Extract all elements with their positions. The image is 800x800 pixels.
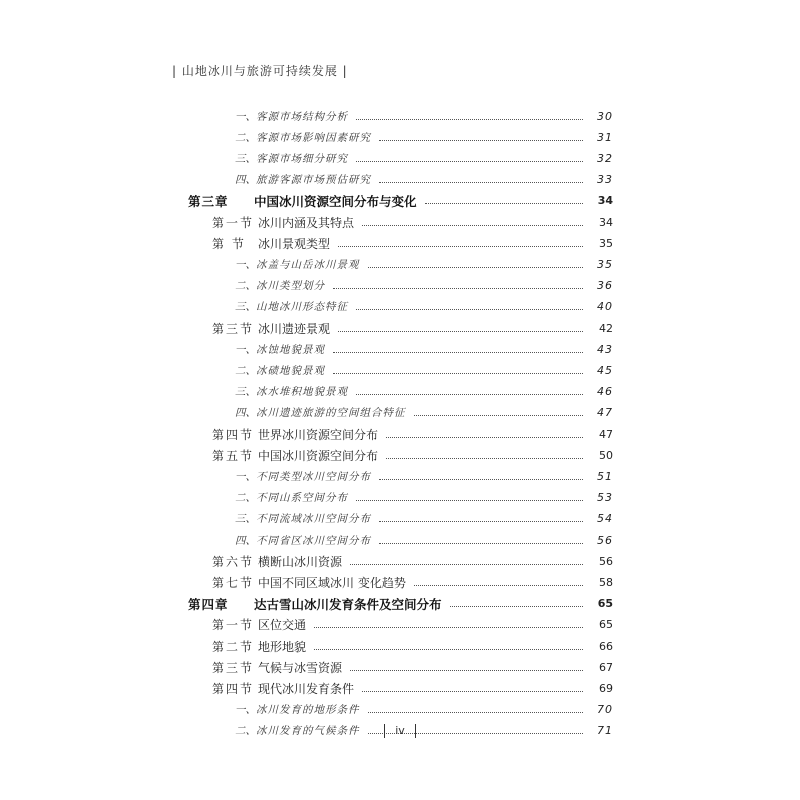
toc-entry-number: 第一节: [212, 215, 255, 230]
toc-section-row: [0, 318, 800, 338]
toc-entry-label: [212, 447, 378, 464]
toc-dot-leader: [379, 521, 583, 522]
toc-dot-leader: [450, 606, 583, 607]
toc-entry-label: [235, 469, 371, 484]
toc-dot-leader: [386, 458, 583, 459]
toc-item-row: [0, 700, 800, 720]
toc-dot-leader: [356, 309, 583, 310]
toc-entry-number: 第一节: [212, 618, 255, 633]
toc-dot-leader: [356, 394, 583, 395]
page-number: iv: [395, 724, 405, 737]
toc-entry-title: 世界冰川资源空间分布: [258, 427, 379, 442]
toc-entry-number: 一、: [235, 343, 256, 356]
toc-dot-leader: [386, 437, 583, 438]
toc-dot-leader: [414, 415, 584, 416]
toc-entry-title: 山地冰川形态特征: [256, 301, 348, 314]
toc-page-number: 34: [597, 194, 613, 208]
toc-entry-label: [235, 151, 348, 166]
toc-page-number: 30: [597, 109, 613, 123]
toc-item-row: [0, 170, 800, 190]
toc-entry-title: 中国不同区域冰川 变化趋势: [258, 575, 406, 590]
toc-entry-number: 三、: [235, 386, 256, 399]
toc-page-number: 54: [597, 512, 613, 526]
toc-page-number: 71: [597, 724, 613, 738]
toc-entry-label: [212, 235, 330, 252]
toc-item-row: [0, 106, 800, 126]
toc-entry-title: 不同省区冰川空间分布: [256, 534, 371, 547]
toc-entry-label: [212, 426, 378, 443]
toc-entry-label: [235, 384, 348, 399]
toc-entry-title: 地形地貌: [258, 639, 307, 654]
toc-item-row: [0, 509, 800, 529]
toc-entry-label: [235, 109, 348, 124]
toc-dot-leader: [368, 712, 584, 713]
toc-dot-leader: [414, 585, 583, 586]
toc-item-row: [0, 382, 800, 402]
toc-dot-leader: [368, 267, 584, 268]
toc-entry-label: [235, 405, 406, 420]
toc-page-number: 66: [599, 639, 613, 653]
toc-dot-leader: [333, 352, 583, 353]
toc-dot-leader: [379, 182, 583, 183]
toc-page-number: 50: [599, 448, 613, 462]
toc-dot-leader: [350, 564, 583, 565]
toc-page-number: 33: [597, 173, 613, 187]
toc-entry-title: 不同类型冰川空间分布: [256, 470, 371, 483]
toc-section-row: [0, 636, 800, 656]
toc-entry-title: 冰蚀地貌景观: [256, 343, 325, 356]
toc-page-number: 69: [599, 681, 613, 695]
toc-entry-title: 冰川内涵及其特点: [258, 215, 355, 230]
toc-dot-leader: [362, 691, 583, 692]
toc-entry-label: [235, 172, 371, 187]
toc-section-row: [0, 233, 800, 253]
toc-page-number: 35: [597, 257, 613, 271]
toc-dot-leader: [379, 140, 583, 141]
toc-entry-number: 三、: [235, 152, 256, 165]
toc-page-number: 53: [597, 491, 613, 505]
toc-entry-label: [235, 363, 325, 378]
toc-entry-title: 现代冰川发育条件: [258, 681, 355, 696]
toc-entry-label: [212, 214, 354, 231]
toc-entry-title: 横断山冰川资源: [258, 554, 343, 569]
toc-entry-number: 第三节: [212, 321, 255, 336]
toc-entry-label: [235, 702, 360, 717]
toc-item-row: [0, 530, 800, 550]
toc-entry-label: [235, 511, 371, 526]
toc-entry-title: 冰川发育的气候条件: [256, 725, 360, 738]
toc-page-number: 65: [597, 597, 613, 611]
toc-entry-title: 冰川遗迹旅游的空间组合特征: [256, 407, 406, 420]
toc-entry-label: [235, 533, 371, 548]
toc-page-number: 31: [597, 130, 613, 144]
toc-page-number: 56: [599, 554, 613, 568]
toc-entry-number: 第四节: [212, 681, 255, 696]
toc-page-number: 58: [599, 575, 613, 589]
toc-entry-title: 冰川发育的地形条件: [256, 704, 360, 717]
toc-entry-title: 旅游客源市场预估研究: [256, 174, 371, 187]
toc-entry-number: 四、: [235, 534, 256, 547]
toc-item-row: [0, 466, 800, 486]
toc-page-number: 45: [597, 363, 613, 377]
toc-entry-title: 客源市场细分研究: [256, 152, 348, 165]
toc-item-row: [0, 297, 800, 317]
toc-page-number: 46: [597, 385, 613, 399]
toc-entry-number: 第七节: [212, 575, 255, 590]
toc-entry-label: [212, 680, 354, 697]
toc-item-row: [0, 403, 800, 423]
toc-entry-number: 二、: [235, 492, 256, 505]
toc-page-number: 51: [597, 469, 613, 483]
toc-entry-label: [188, 192, 417, 210]
toc-entry-label: [235, 299, 348, 314]
toc-entry-label: [212, 659, 342, 676]
toc-entry-label: [212, 320, 330, 337]
footer-right-bar: [415, 724, 416, 738]
toc-dot-leader: [314, 627, 583, 628]
toc-entry-label: [235, 342, 325, 357]
toc-entry-number: 第四章: [188, 596, 229, 612]
toc-dot-leader: [362, 225, 583, 226]
toc-entry-label: [212, 638, 306, 655]
toc-dot-leader: [333, 288, 583, 289]
toc-entry-number: 四、: [235, 407, 256, 420]
toc-page-number: 32: [597, 151, 613, 165]
toc-section-row: [0, 551, 800, 571]
toc-entry-title: 冰水堆积地貌景观: [256, 386, 348, 399]
toc-page-number: 67: [599, 660, 613, 674]
toc-entry-title: 区位交通: [258, 618, 307, 633]
toc-item-row: [0, 254, 800, 274]
toc-page-number: 47: [597, 406, 613, 420]
toc-entry-label: [212, 553, 342, 570]
toc-section-row: [0, 657, 800, 677]
toc-entry-label: [235, 278, 325, 293]
running-header: | 山地冰川与旅游可持续发展 |: [172, 64, 348, 78]
toc-entry-title: 气候与冰雪资源: [258, 660, 343, 675]
toc-entry-title: 中国冰川资源空间分布: [258, 448, 379, 463]
toc-entry-label: [212, 616, 306, 633]
toc-page-number: 34: [599, 215, 613, 229]
toc-entry-number: 二、: [235, 131, 256, 144]
toc-entry-number: 一、: [235, 704, 256, 717]
toc-entry-title: 客源市场结构分析: [256, 110, 348, 123]
toc-page-number: 56: [597, 533, 613, 547]
toc-dot-leader: [379, 479, 583, 480]
toc-page-number: 70: [597, 703, 613, 717]
toc-entry-number: 二、: [235, 364, 256, 377]
toc-entry-number: 三、: [235, 513, 256, 526]
toc-entry-title: 不同山系空间分布: [256, 492, 348, 505]
toc-entry-title: 达古雪山冰川发育条件及空间分布: [254, 596, 442, 612]
toc-entry-number: 第六节: [212, 554, 255, 569]
toc-page-number: 65: [599, 618, 613, 632]
toc-entry-title: 冰川类型划分: [256, 280, 325, 293]
toc-page-number: 42: [599, 321, 613, 335]
toc-dot-leader: [356, 119, 583, 120]
toc-item-row: [0, 276, 800, 296]
toc-entry-title: 冰碛地貌景观: [256, 364, 325, 377]
page-footer: [0, 724, 800, 738]
toc-item-row: [0, 127, 800, 147]
toc-entry-label: [235, 490, 348, 505]
toc-entry-title: 冰盖与山岳冰川景观: [256, 258, 360, 271]
toc-entry-number: 二、: [235, 280, 256, 293]
toc-entry-number: 一、: [235, 258, 256, 271]
toc-entry-title: 不同流域冰川空间分布: [256, 513, 371, 526]
toc-section-row: [0, 678, 800, 698]
toc-dot-leader: [338, 331, 583, 332]
toc-entry-label: [188, 595, 442, 613]
toc-section-row: [0, 424, 800, 444]
toc-page-number: 47: [599, 427, 613, 441]
toc-page-number: 40: [597, 300, 613, 314]
toc-entry-number: 第四节: [212, 427, 255, 442]
toc-item-row: [0, 339, 800, 359]
toc-entry-number: 四、: [235, 174, 256, 187]
toc-entry-number: 第五节: [212, 448, 255, 463]
toc-entry-number: 第二节: [212, 639, 255, 654]
footer-left-bar: [384, 724, 385, 738]
toc-section-row: [0, 615, 800, 635]
toc-dot-leader: [425, 203, 583, 204]
toc-item-row: [0, 360, 800, 380]
toc-entry-title: 客源市场影响因素研究: [256, 131, 371, 144]
toc-dot-leader: [379, 543, 583, 544]
toc-page-number: 43: [597, 342, 613, 356]
toc-chapter-row: [0, 191, 800, 211]
toc-entry-number: 第三节: [212, 660, 255, 675]
toc-entry-number: 一、: [235, 470, 256, 483]
toc-entry-label: [235, 130, 371, 145]
toc-entry-label: [212, 574, 406, 591]
toc-entry-title: 冰川景观类型: [258, 236, 331, 251]
toc-dot-leader: [314, 649, 583, 650]
toc-page-number: 36: [597, 279, 613, 293]
toc-entry-number: 第三章: [188, 193, 229, 209]
toc-section-row: [0, 445, 800, 465]
toc-dot-leader: [350, 670, 583, 671]
toc-page-number: 35: [599, 236, 613, 250]
toc-section-row: [0, 572, 800, 592]
toc-entry-title: 中国冰川资源空间分布与变化: [254, 193, 417, 209]
toc-section-row: [0, 212, 800, 232]
toc-dot-leader: [333, 373, 583, 374]
toc-item-row: [0, 488, 800, 508]
toc-entry-title: 冰川遗迹景观: [258, 321, 331, 336]
toc-dot-leader: [338, 246, 583, 247]
toc-chapter-row: [0, 594, 800, 614]
toc-entry-number: 一、: [235, 110, 256, 123]
toc-entry-number: 二、: [235, 725, 256, 738]
toc-entry-number: 三、: [235, 301, 256, 314]
toc-item-row: [0, 148, 800, 168]
toc-entry-label: [235, 257, 360, 272]
toc-dot-leader: [356, 500, 583, 501]
toc-entry-number: 第 节: [212, 236, 246, 251]
toc-dot-leader: [356, 161, 583, 162]
